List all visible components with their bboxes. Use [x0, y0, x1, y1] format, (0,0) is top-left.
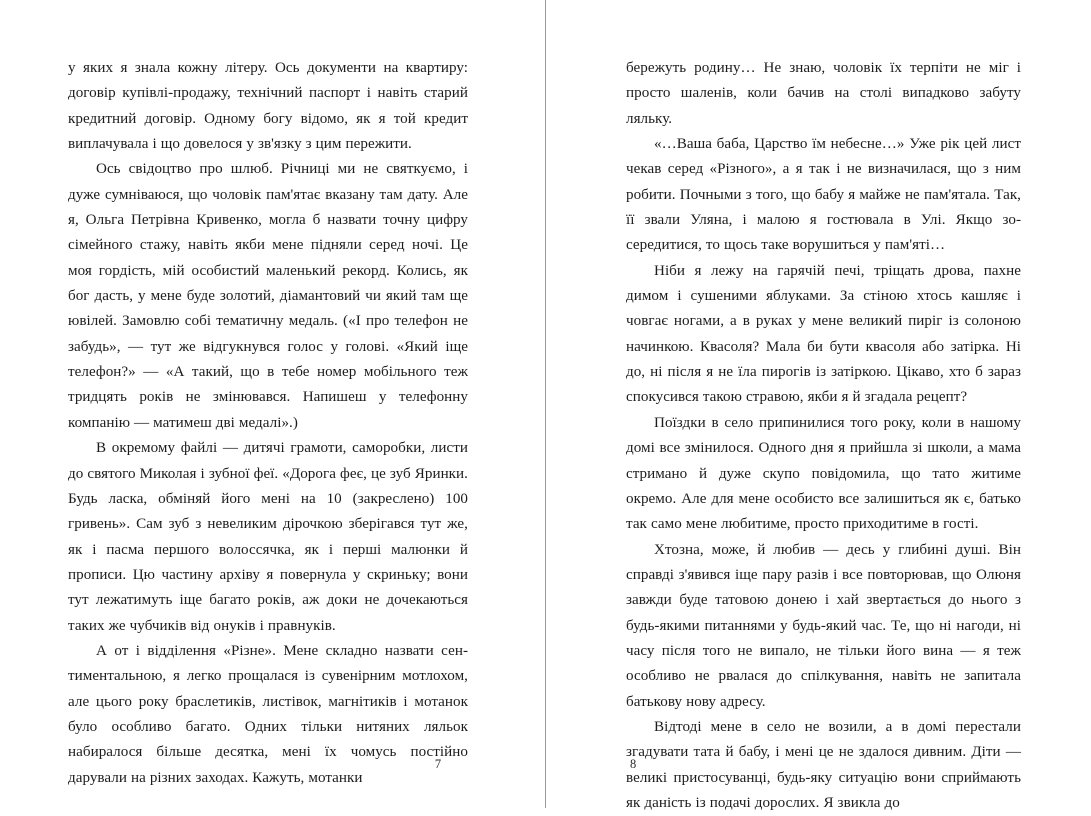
paragraph: А от і відділення «Різне». Мене складно назвати сентиментальною, я легко прощалася із сувенірним мотлохом, але цього року браслетиків, листівок, магнітиків і мотанок було особливо багато. Одних тільки нитяних ляльок набиралося більше десятка, мені їх чомусь постійно дарували на різних заходах. Кажуть, мотанки	[68, 642, 468, 786]
paragraph: Ось свідоцтво про шлюб. Річниці ми не святкуємо, і дуже сумніваюся, що чоловік пам'ятає вказану там дату. Але я, Ольга Петрівна Кривенко, могла б назвати точну цифру сімейного стажу, навіть якби мене підняли серед ночі. Це моя гордість, мій особистий маленький рекорд. Колись, як бог дасть, у мене буде золотий, діамантовий чи який там ще ювілей. Замовлю собі тематичну медаль. («І про телефон не забудь», — тут же відгукнувся голос у голові. «Який іще телефон?» — «А такий, що в тебе номер мобільного теж тридцять років не змінювався. Напишеш у телефонну компанію — матимеш дві медалі».)	[68, 161, 468, 431]
right-page-text-block	[626, 56, 1021, 816]
paragraph: В окремому файлі — дитячі грамоти, саморобки, листи до святого Миколая і зубної феї. «Дорога феє, це зуб Яринки. Будь ласка, обміняй його мені на 10 (закреслено) 100 гривень». Сам зуб з невеликим дірочкою зберігався тут же, як і пасма першого волоссячка, як і перші малюнки й прописи. Цю частину архіву я повернула у скриньку; вони тут лежатимуть іще багато років, аж доки не дочекаються таких же чубчиків від онуків і правнуків.	[68, 440, 468, 634]
paragraph: Поїздки в село припинилися того року, коли в нашому домі все змінилося. Одного дня я прийшла зі школи, а мама стримано й дуже скупо повідомила, що тато житиме окремо. Але для мене особисто все залишиться як є, батько так само мене любитиме, просто приходитиме в гості.	[626, 414, 1021, 533]
paragraph: «…Ваша баба, Царство їм небесне…» Уже рік цей лист чекав серед «Різного», а я так і не визначилася, що з ним робити. Почными з того, що бабу я майже не пам'ятала. Так, її звали Уляна, і малою я гостювала в Улі. Якщо зосередитися, то щось таке ворушиться у пам'яті…	[626, 136, 1021, 254]
left-page	[0, 0, 546, 808]
page-number-left: 7	[434, 757, 442, 771]
paragraph: бережуть родину… Не знаю, чоловік їх терпіти не міг і просто шаленів, коли бачив на столі випадково забуту ляльку.	[626, 60, 1021, 127]
left-page-text-block	[68, 56, 468, 791]
paragraph: Відтоді мене в село не возили, а в домі перестали згадувати тата й бабу, і мені це не здалося дивним. Діти — великі пристосуванці, будь-яку ситуацію вони сприймають як даність із подачі дорослих. Я звикла до	[626, 718, 1021, 811]
page-number-right: 8	[630, 757, 637, 771]
paragraph: у яких я знала кожну літеру. Ось документи на квартиру: договір купівлі-продажу, технічний паспорт і навіть старий кредитний договір. Одному богу відомо, як я той кредит виплачувала і що довелося у зв'язку з цим пережити.	[68, 60, 468, 153]
paragraph: Хтозна, може, й любив — десь у глибині душі. Він справді з'явився іще пару разів і все повторював, що Олюня завжди буде татовою донею і хай звертається до нього з будь-якими питаннями у будь-який час. Те, що ні нагоди, ні часу після того не випало, не тільки його вина — я теж особливо не рвалася до спілкування, навіть не запитала батькову нову адресу.	[626, 541, 1021, 710]
right-page	[546, 0, 1091, 811]
paragraph: Ніби я лежу на гарячій печі, тріщать дрова, пахне димом і сушеними яблуками. За стіною хтось кашляє і човгає ногами, а в руках у мене великий пиріг із солоною начинкою. Квасоля? Мала би бути квасоля або затірка. Ні до, ні після я не їла пирогів із затіркою. Цікаво, хто б зараз спокусився такою стравою, якби я й згадала рецепт?	[626, 262, 1021, 406]
